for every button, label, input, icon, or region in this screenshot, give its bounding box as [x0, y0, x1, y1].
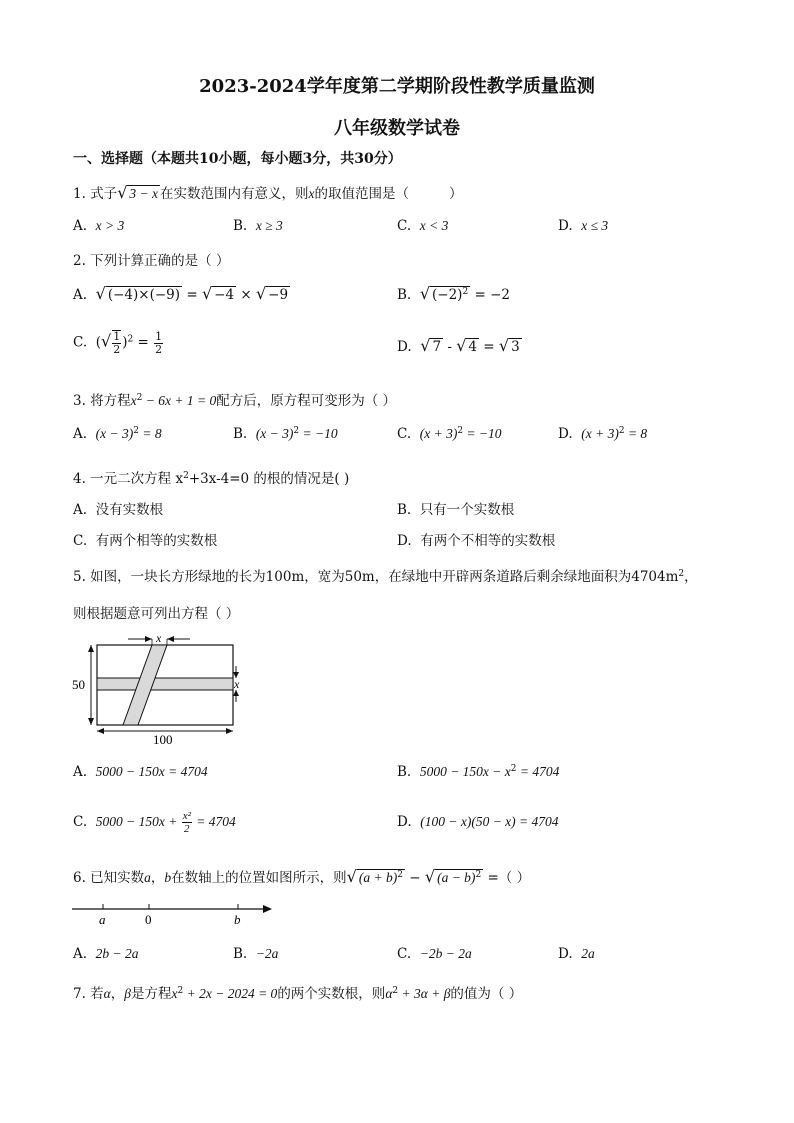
- q1-radicand: 3 − x: [129, 186, 158, 201]
- q1-option-b[interactable]: B. x ≥ 3: [233, 218, 283, 234]
- q6-option-d[interactable]: D. 2a: [558, 946, 595, 962]
- exam-subtitle: 八年级数学试卷: [334, 118, 460, 139]
- question-3-stem: 3. 将方程$x^2 - 6x + 1 = 0$配方后，原方程可变形为（ ）: [73, 393, 397, 409]
- tick-label-b: b: [234, 912, 241, 927]
- q1-option-c[interactable]: C. x < 3: [397, 218, 449, 234]
- label-x-top: x: [156, 631, 162, 645]
- q2-option-a[interactable]: A. √ (−4)×(−9) = √ −4 × √ −9: [73, 284, 289, 303]
- q5-figure: [68, 630, 258, 750]
- section-heading: 一、选择题（本题共10小题，每小题3分，共30分）: [73, 151, 402, 167]
- q4-option-a[interactable]: A. 没有实数根: [73, 502, 164, 518]
- question-5-stem: 5. 如图，一块长方形绿地的长为100m，宽为50m，在绿地中开辟两条道路后剩余绿地面积为$4704m^2$，: [73, 569, 698, 585]
- question-4-stem: 4. 一元二次方程 $x^2+3x-4=0$ 的根的情况是( ): [73, 471, 350, 487]
- exam-title: 2023-2024学年度第二学期阶段性教学质量监测: [199, 76, 595, 97]
- q3-option-c[interactable]: C. $(x + 3)^2 = -10$: [397, 426, 502, 442]
- question-2-stem: 2. 下列计算正确的是（ ）: [73, 253, 230, 269]
- q6-option-a[interactable]: A. 2b − 2a: [73, 946, 139, 962]
- tick-label-0: 0: [145, 912, 152, 927]
- q3-option-b[interactable]: B. $(x - 3)^2 = -10$: [233, 426, 338, 442]
- label-x-right: x: [234, 677, 240, 691]
- q5-option-b[interactable]: B. $5000 - 150x - x^2 = 4704$: [397, 764, 560, 780]
- q2-option-c[interactable]: C. (√ $\frac{1}{2}$ )$^2$ = $\frac{1}{2}$: [73, 329, 163, 356]
- q4-option-c[interactable]: C. 有两个相等的实数根: [73, 533, 218, 549]
- q3-option-a[interactable]: A. $(x - 3)^2 = 8$: [73, 426, 162, 442]
- question-1-stem: 1. 式子√ 3 − x 在实数范围内有意义，则x的取值范围是（ ）: [73, 183, 463, 202]
- question-7-stem: 7. 若α，β是方程$x^2 + 2x - 2024 = 0$的两个实数根，则$\alpha^2 + 3\alpha + \beta$的值为（ ）: [73, 986, 523, 1002]
- question-5-stem-line2: 则根据题意可列出方程（ ）: [73, 606, 240, 622]
- horizontal-road: [97, 678, 233, 690]
- q6-number-line: [68, 898, 278, 928]
- q5-option-a[interactable]: A. 5000 − 150x = 4704: [73, 764, 208, 780]
- q6-option-c[interactable]: C. −2b − 2a: [397, 946, 472, 962]
- label-50: 50: [72, 677, 85, 692]
- q2-option-b[interactable]: B. √ $(-2)^2 = -2$: [397, 284, 510, 303]
- q1-option-a[interactable]: A. x > 3: [73, 218, 125, 234]
- q6-option-b[interactable]: B. −2a: [233, 946, 279, 962]
- q4-option-b[interactable]: B. 只有一个实数根: [397, 502, 515, 518]
- label-100: 100: [153, 732, 173, 747]
- q5-option-d[interactable]: D. (100 − x)(50 − x) = 4704: [397, 814, 559, 830]
- q3-option-d[interactable]: D. $(x + 3)^2 = 8$: [558, 426, 648, 442]
- tick-label-a: a: [99, 912, 106, 927]
- q1-option-d[interactable]: D. x ≤ 3: [558, 218, 609, 234]
- question-6-stem: 6. 已知实数a，b在数轴上的位置如图所示，则√ $(a + b)^2$ − √ $(a - b)^2$ =（ ）: [73, 867, 531, 886]
- q4-option-d[interactable]: D. 有两个不相等的实数根: [397, 533, 556, 549]
- q2-option-d[interactable]: D. √ 7 - √ 4 = √ 3: [397, 336, 520, 355]
- q5-option-c[interactable]: C. 5000 − 150x + $\frac{\text{x²}}{2}$ = 4704: [73, 810, 236, 835]
